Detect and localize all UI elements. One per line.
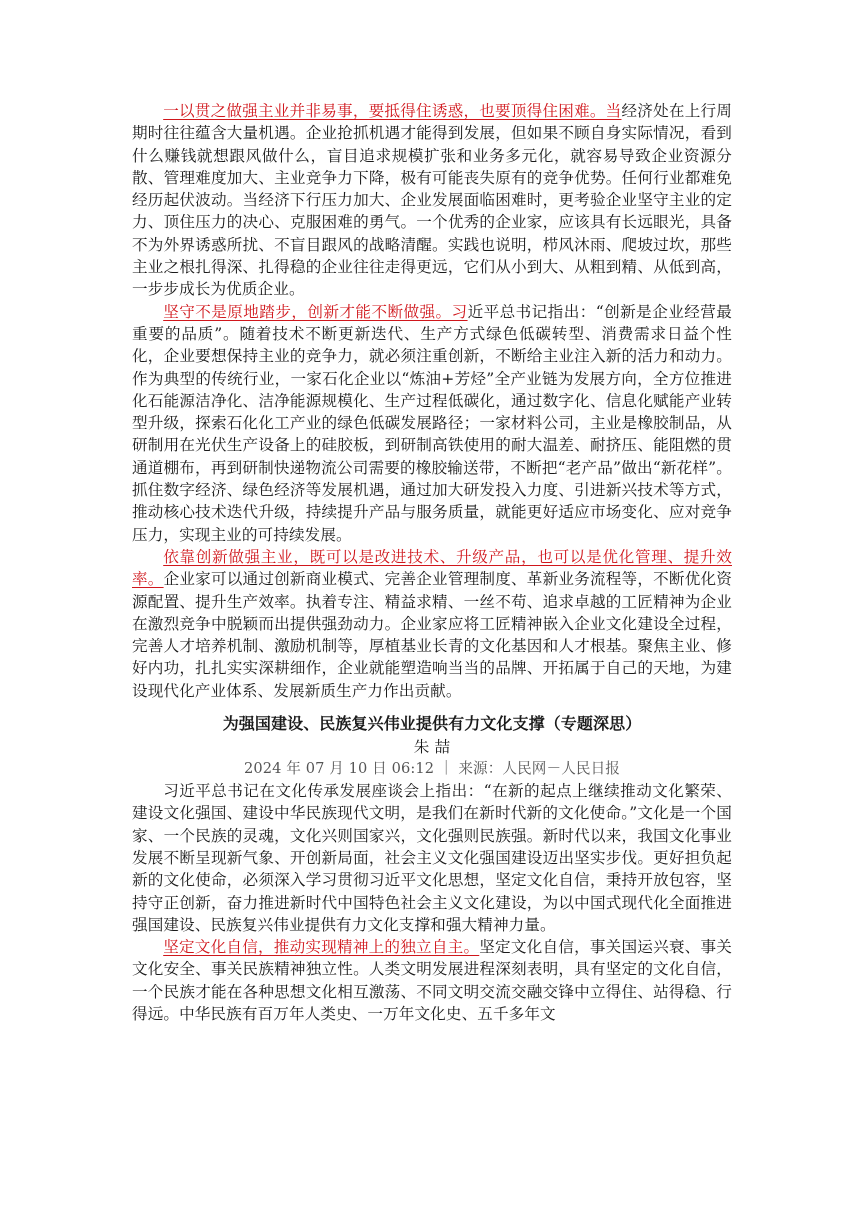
body-text: 近平总书记指出：“创新是企业经营最重要的品质”。随着技术不断更新迭代、生产方式绿色低碳转型、消费需求日益个性化，企业要想保持主业的竞争力，就必须注重创新，不断给主业注入新的活力和动力。作为典型的传统行业，一家石化企业以“炼油+芳烃”全产业链为发展方向，全方位推进化石能源洁净化、洁净能源规模化、生产过程低碳化，通过数字化、信息化赋能产业转型升级，探索石化化工产业的绿色低碳发展路径；一家材料公司，主业是橡胶制品，从研制用在光伏生产设备上的硅胶板，到研制高铁使用的耐大温差、耐挤压、能阻燃的贯通道棚布，再到研制快递物流公司需要的橡胶输送带，不断把“老产品”做出“新花样”。抓住数字经济、绿色经济等发展机遇，通过加大研发投入力度、引进新兴技术等方式，推动核心技术迭代升级，持续提升产品与服务质量，就能更好适应市场变化、应对竞争压力，实现主业的可持续发展。 bbox=[132, 302, 732, 544]
article-author: 朱 喆 bbox=[413, 738, 451, 757]
highlight-text: 一以贯之做强主业并非易事，要抵得住诱惑，也要顶得住困难。当 bbox=[163, 102, 622, 120]
paragraph-3 bbox=[132, 546, 732, 702]
highlight-text: 依靠创新做强主业，既可以是改进技术、升级产品，也可以是优化管理、提升效率。 bbox=[132, 547, 732, 589]
highlight-text: 坚守不是原地踏步，创新才能不断做强。习 bbox=[163, 302, 468, 321]
highlight-text: 坚定文化自信，推动实现精神上的独立自主。 bbox=[163, 938, 480, 957]
body-text: 企业家可以通过创新商业模式、完善企业管理制度、革新业务流程等，不断优化资源配置、提升生产效率。执着专注、精益求精、一丝不苟、追求卓越的工匠精神为企业在激烈竞争中脱颖而出提供强劲动力。企业家应将工匠精神嵌入企业文化建设全过程，完善人才培养机制、激励机制等，厚植基业长青的文化基因和人才根基。聚焦主业、修好内功，扎扎实实深耕细作，企业就能塑造响当当的品牌、开拓属于自己的天地，为建设现代化产业体系、发展新质生产力作出贡献。 bbox=[132, 570, 732, 700]
paragraph-2 bbox=[132, 301, 732, 546]
article-title: 为强国建设、民族复兴伟业提供有力文化支撑（专题深思） bbox=[222, 714, 642, 734]
body-text: 经济处在上行周期时往往蕴含大量机遇。企业抢抓机遇才能得到发展，但如果不顾自身实际情况，看到什么赚钱就想跟风做什么，盲目追求规模扩张和业务多元化，就容易导致企业资源分散、管理难度加大、主业竞争力下降，极有可能丧失原有的竞争优势。任何行业都难免经历起伏波动。当经济下行压力加大、企业发展面临困难时，更考验企业坚守主业的定力、顶住压力的决心、克服困难的勇气。一个优秀的企业家，应该具有长远眼光，具备不为外界诱惑所扰、不盲目跟风的战略清醒。实践也说明，栉风沐雨、爬坡过坎，那些主业之根扎得深、扎得稳的企业往往走得更远，它们从小到大、从粗到精、从低到高，一步步成长为优质企业。 bbox=[132, 102, 732, 299]
paragraph-5 bbox=[132, 936, 732, 1025]
paragraph-4: 习近平总书记在文化传承发展座谈会上指出：“在新的起点上继续推动文化繁荣、建设文化强国、建设中华民族现代文明，是我们在新时代新的文化使命。”文化是一个国家、一个民族的灵魂，文化兴则国家兴，文化强则民族强。新时代以来，我国文化事业发展不断呈现新气象、开创新局面，社会主义文化强国建设迈出坚实步伐。更好担负起新的文化使命，必须深入学习贯彻习近平文化思想，坚定文化自信，秉持开放包容，坚持守正创新，奋力推进新时代中国特色社会主义文化建设，为以中国式现代化全面推进强国建设、民族复兴伟业提供有力文化支撑和强大精神力量。 bbox=[132, 782, 732, 934]
article-meta: 2024 年 07 月 10 日 06:12 ｜ 来源：人民网－人民日报 bbox=[244, 760, 620, 778]
body-text: 坚定文化自信，事关国运兴衰、事关文化安全、事关民族精神独立性。人类文明发展进程深刻表明，具有坚定的文化自信，一个民族才能在各种思想文化相互激荡、不同文明交流交融交锋中立得住、站得稳、行得远。中华民族有百万年人类史、一万年文化史、五千多年文 bbox=[132, 938, 732, 1023]
paragraph-1 bbox=[132, 100, 732, 301]
